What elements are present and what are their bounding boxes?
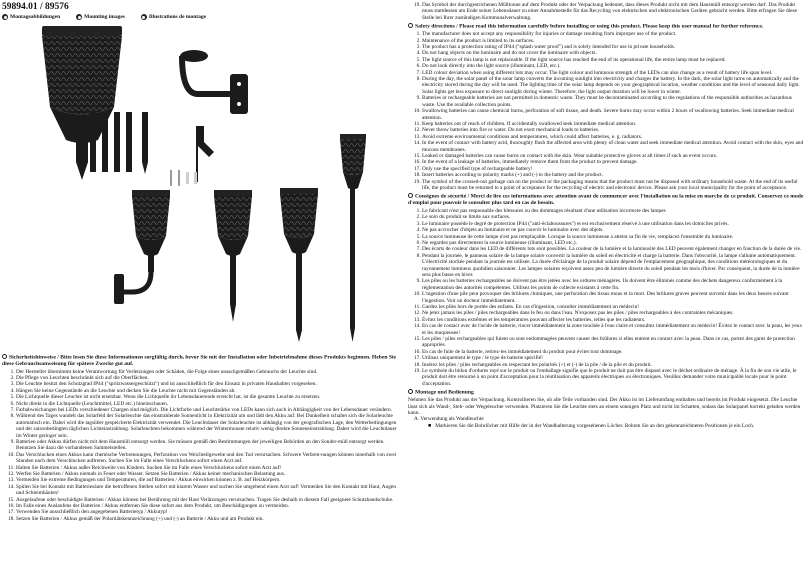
assembly-heading: Montageabbildungen [2, 14, 60, 20]
list-item: 17. Verwenden Sie ausschließlich den angegebenen Batterietyp / Akkutyp! [16, 509, 400, 515]
illustration-headings [2, 14, 400, 20]
list-item: 8. Während des Tages wandelt das Solarfeld der Solarleuchte das einstrahlende Sonnenlicht in Elektrizität um und lädt den Akku auf. Bei Dunkelheit schaltet sich die Solarleuchte automatisch ein. Dabei wird die tagsüber gespeicherte Elektrizität verwendet. Die Leuchtdauer der Solarleuchte ist abhängig von der geografischen Lage, den Wetterbedingungen und der saisonbedingten täglichen Lichteinstrahlung. Solarleuchten bekommen während der Wintermonate relativ wenig direkte Sonneneinstrahlung. Daher wird die Leuchtdauer im Winter geringer sein. [16, 413, 400, 439]
list-item: 2. Maintenance of the product is limited to its surfaces. [422, 38, 806, 44]
list-item: 10. L'ingestion d'une pile peut provoquer des brûlures chimiques, une perforation des tissus mous et la mort. Des brûlures graves peuvent survenir dans les deux heures suivant l'ingestion. Voir un docteur immédiatement. [422, 291, 806, 304]
list-item: 5. The light source of this lamp is not replaceable. If the light source has reached the end of its operational life, the entire lamp must be replaced. [422, 57, 806, 63]
torch-short-image [214, 190, 252, 322]
list-item: 9. Batterien oder Akkus dürfen nicht mit dem Hausmüll entsorgt werden. Sie müssen gemäß den Bestimmungen der jeweiligen Behörden an den Sonder-müll entsorgt werden. Benutzen Sie dazu die vorhandenen Sammelstellen. [16, 439, 400, 452]
list-item: 1. Le fabricant n'est pas responsable des blessures ou des dommages résultant d'une utilisation incorrecte des lampes [422, 208, 806, 214]
list-item: 11. Halten Sie Batterien / Akkus außer Reichweite von Kindern. Suchen Sie im Falle eines Verschluckens sofort einen Arzt auf! [16, 465, 400, 471]
torch-tallest-image [340, 134, 366, 342]
english-safety-heading: Safety directions / Please read this information carefully before installing or using this product. Please keep this user manual for further reference. [408, 23, 806, 30]
list-item: 9. Batteries or rechargeable batteries are not permitted in domestic waste. They must be decontaminated according to the regulations of the responsible authorities as hazardous waste. Use the available collection points. [422, 95, 806, 108]
list-item: 1. Der Hersteller übernimmt keine Verantwortung für Verletzungen oder Schäden, die Folge eines unsachgemäßen Gebrauchs der Leuchte sind. [16, 369, 400, 375]
bullet-icon: ■ [428, 422, 432, 429]
list-item: 6. Nicht direkt in die Lichtquelle (Leuchtmittel, LED etc.) hineinschauen. [16, 401, 400, 407]
list-item: 6. Do not look directly into the light source (illuminant, LED, etc.). [422, 63, 806, 69]
list-item: 10. Swallowing batteries can cause chemical burns, perforation of soft tissue, and death. Severe burns may occur within 2 hours of swallowing batteries. Seek immediate medical attention. [422, 108, 806, 121]
list-item: 8. During the day, the solar panel of the solar lamp converts the incoming sunlight into electricity and charges the battery. In the dark, the solar light turns on automatically and the electricity stored during the day will be used. The lighting time of the solar lamp depends on your geographical location, weather conditions and the level of seasonal daily light. Solar lights get less exposure to direct sunlight during winter. Therefore, the light output duration will be lower in winter. [422, 76, 806, 95]
flag-de-icon [2, 354, 7, 359]
list-item: 14. Spülen Sie bei Kontakt mit Batteriesäure die betroffenen Stellen sofort mit klarem Wasser und suchen Sie umgehend einen Arzt auf! Vermeiden Sie den Kontakt mit Haut, Augen und Schleimhäuten! [16, 484, 400, 497]
list-item: 3. Die Leuchte besitzt den Schutzgrad IP44 ("spritzwassergeschützt") und ist ausschließlich für den Einsatz in privaten Haushalten vorgesehen. [16, 381, 400, 387]
screws-image [170, 170, 197, 186]
torch-tall-image [280, 188, 318, 342]
list-item: 16. Im Falle eines Auslaufens der Batterien / Akkus entfernen Sie diese sofort aus dem Produkt, um Beschädigungen zu vermeiden. [16, 503, 400, 509]
list-item: 17. Utilisez uniquement le type / le type de batterie spécifié! [422, 355, 806, 361]
list-item: 4. Hängen Sie keine Gegenstände an die Leuchte und decken Sie die Leuchte nicht mit Gegenständen ab. [16, 388, 400, 394]
list-item: 2. Die Pflege von Leuchten beschränkt sich auf die Oberflächen. [16, 375, 400, 381]
angle-stake-image [196, 126, 214, 182]
right-column [408, 2, 806, 559]
list-item: 4. Do not hang objects on the luminaire and do not cover the luminaire with objects. [422, 50, 806, 56]
list-item: 6. Ne regardez pas directement la source lumineuse (illuminant, LED etc.). [422, 240, 806, 246]
list-item: 2. Le soin du produit se limite aux surfaces. [422, 214, 806, 220]
list-item: 19. Le symbole du bidon d'ordures rayé sur le produit ou l'emballage signifie que le produit ne doit pas être disposé avec le déchet ordinaire de ménage. À la fin de son vie utile, le produit doit être retourné à un point d'acceptation pour la réutilisation des appareils électriques ou électroniques. Veuillez demander votre municipalité locale pour le point d'acceptation. [422, 368, 806, 387]
list-item: 17. Only use the specified type of rechargeable battery! [422, 166, 806, 172]
list-item: 1. The manufacturer does not accept any responsibility for injuries or damage resulting from improper use of the product. [422, 31, 806, 37]
list-item: 3. Le luminaire possède le degré de protection IP44 ("anti-éclaboussures") et est exclusivement réservé à une utilisation dans les domiciles privés. [422, 221, 806, 227]
assembly-illustration [2, 22, 400, 352]
wall-torch-image [114, 190, 170, 304]
list-item: 7. LED colour deviation when using different lots may occur. The light colour and luminous strength of the LEDs can also change as a result of battery life span level. [422, 70, 806, 76]
wall-bracket-image [180, 50, 248, 114]
list-item: 19. Das Symbol der durchgestrichenen Mülltonne auf dem Produkt oder der Verpackung bedeutet, dass dieses Produkt nicht mit dem Hausmüll entsorgt werden darf. Das Produkt muss stattdessen am Ende seiner Lebensdauer zu einer Annahmestelle für das Recycling von elektrischen und elektronischen Geräten gebracht werden. Bitte erfragen Sie diese Stelle bei Ihrer zuständigen Kommunalverwaltung. [422, 2, 806, 21]
assembly-sub-a-bullet: ■ Markieren Sie die Bohrlöcher mit Hilfe der in der Wandhalterung vorgesehenen Löcher. Bohren Sie an den gekennzeichneten Positionen je ein Loch. [428, 422, 755, 429]
list-item: 14. En cas de contact avec de l'acide de batterie, rincer immédiatement la zone touchée à l'eau claire et consultez immédiatement un médecin! Évitez le contact avec la peau, les yeux et les muqueuses! [422, 323, 806, 336]
assembly-heading-de: Montage und Bedienung [408, 389, 806, 396]
flag-gb-icon [76, 14, 82, 20]
list-item: 18. Setzen Sie Batterien / Akkus gemäß der Polaritätskennzeichnung (+) und (-) an Batterie / Akku und am Produkt ein. [16, 516, 400, 522]
list-item: 16. En cas de fuite de la batterie, retirez-les immédiatement du produit pour éviter tout dommage. [422, 349, 806, 355]
assembly-sub-a: A. Verwendung als Wandleuchte [414, 416, 484, 423]
french-safety-list [408, 208, 806, 387]
list-item: 8. Pendant la journée, le panneau solaire de la lampe solaire convertit la lumière du soleil en électricité et charge la batterie. Dans l'obscurité, la lampe s'allume automatiquement. L'électricité stockée pendant la journée est utilisée. La durée d'éclairage de la produit solaire dépend de l'emplacement géographique, des conditions météorologiques et du rayonnement lumineux quotidien saisonnier. Les lampes solaires reçoivent assez peu de lumière directe du soleil pendant les mois d'hiver. Par conséquent, la durée de la lumière sera plus basse en hiver. [422, 253, 806, 279]
flag-fr-icon [408, 193, 413, 198]
list-item: 14. In the event of contact with battery acid, thoroughly flush the affected area with plenty of clean water and seek immediate medical attention. Avoid contact with the skin, eyes and mucous membranes. [422, 140, 806, 153]
list-item: 11. Gardez les piles hors de portée des enfants. En cas d'ingestion, consulter immédiatement un médecin! [422, 304, 806, 310]
list-item: 11. Keep batteries out of reach of children. If accidentally swallowed seek immediate medical attention. [422, 121, 806, 127]
mounting-heading: Mounting images [76, 14, 125, 20]
list-item: 16. In the event of a leakage of batteries, immediately remove them from the product to prevent damage. [422, 159, 806, 165]
list-item: 15. Leaked or damaged batteries can cause burns on contact with the skin. Wear suitable protective gloves at all times if such an event occurs. [422, 153, 806, 159]
list-item: 19. The symbol of the crossed-out garbage can on the product or the packaging means that the product must not be disposed with ordinary household waste. At the end of its useful life, the product must be returned to a point of acceptance for the recycling of electric and electronic device. Please ask your local municipality for the point of acceptance. [422, 179, 806, 192]
list-item: 13. Avoid extreme environmental conditions and temperatures, which could affect batteries, e. g. radiators. [422, 134, 806, 140]
list-item: 12. Never throw batteries into fire or water. Do not exert mechanical loads to batteries. [422, 127, 806, 133]
flag-gb-icon [408, 23, 413, 28]
product-code: 59894.01 / 89576 [2, 2, 69, 12]
list-item: 10. Das Verschlucken eines Akkus kann chemische Verbrennungen, Perforation von Weichteilgewebe und den Tod verursachen. Schwere Verbren-nungen können innerhalb von zwei Stunden nach dem Verschlucken auftreten. Suchen Sie im Falle eines Verschluckens sofort einen Arzt auf. [16, 452, 400, 465]
list-item: 12. Ne jetez jamais les piles / piles rechargeables dans le feu ou dans l'eau. N'exposez pas les piles / piles rechargeables à des contraintes mécaniques. [422, 310, 806, 316]
list-item: 12. Werfen Sie Batterien / Akkus niemals in Feuer oder Wasser. Setzen Sie Batterien / Akkus keiner mechanischen Belastung aus. [16, 471, 400, 477]
list-item: 7. Des écarts de couleur dans les LED de différents lots sont possibles. La couleur de la lumière et la luminosité des LED peuvent également changer en fonction de la durée de vie. [422, 246, 806, 252]
list-item: 18. Insérez les piles / piles rechargeables en respectant les polarités (+) et (-) de la pile / de la pile et du produit. [422, 362, 806, 368]
german-continued-list [408, 2, 806, 21]
list-item: 7. Farbabweichungen bei LEDs verschiedener Chargen sind möglich. Die Lichtfarbe und Leuchtstärke von LEDs kann sich auch in Abhängigkeit von der Lebensdauer verändern. [16, 407, 400, 413]
list-item: 5. La source lumineuse de cette lampe n'est pas remplaçable. Lorsque la source lumineuse a atteint sa fin de vie, remplacez l'ensemble du luminaire. [422, 234, 806, 240]
german-safety-heading: Sicherheitshinweise / Bitte lesen Sie diese Informationen sorgfältig durch, bevor Sie mit der Installation oder Inbetriebnahme dieses Produkts beginnen. Heben Sie diese Gebrauchsanweisung für spätere Zwecke gut auf. [2, 354, 397, 367]
illustrations-heading: Illustrations de montage [141, 14, 206, 20]
flag-de-icon [2, 14, 8, 20]
list-item: 15. Les piles / piles rechargeables qui fuient ou sont endommagées peuvent causer des brûlures si elles entrent en contact avec la peau. Dans ce cas, portez des gants de protection appropriés. [422, 336, 806, 349]
french-safety-heading: Consignes de sécurité / Merci de lire ces informations avec attention avant de commencer avec l'installation ou la mise en marche de ce produit. Conservez ce mode d'emploi pour pouvoir le consulter plus tard en cas de besoin. [408, 193, 804, 207]
list-item: 13. Vermeiden Sie extreme Bedingungen und Temperaturen, die auf Batterien / Akkus einwirken können z. B. auf Heizkörpern. [16, 477, 400, 483]
torch-large-image [42, 26, 122, 180]
list-item: 18. Insert batteries according to polarity marks (+) and (-) to the battery and the product. [422, 172, 806, 178]
list-item: 15. Ausgelaufene oder beschädigte Batterien / Akkus können bei Berührung mit der Haut Verätzungen verursachen. Tragen Sie deshalb in diesem Fall geeignete Schutzhandschuhe. [16, 497, 400, 503]
english-safety-list [408, 31, 806, 191]
list-item: 9. Les piles ou les batteries rechargeables ne doivent pas être jetées avec les ordures ménagères. Ils doivent être éliminés comme des déchets dangereux conformément à la réglementation des autorités compétentes. Utilisez les points de collecte existants à cette fin. [422, 278, 806, 291]
assembly-intro: Nehmen Sie das Produkt aus der Verpackung. Kontrollieren Sie, ob alle Teile vorhanden sind. Der Akku ist im Lieferumfang enthalten und bereits im Produkt eingesetzt. Die Leuchte lässt sich als Wand-, Steh- oder Wegeleuchte verwenden. Platzieren Sie die Leuchte stets an einem sonnigen Platz und nicht im Schatten, sodass das Solarpanel korrekt geladen werden kann. [408, 397, 801, 417]
flag-fr-icon [141, 14, 147, 20]
german-safety-list [2, 369, 400, 523]
left-column [2, 2, 400, 559]
list-item: 13. Évitez les conditions extrêmes et les températures pouvant affecter les batteries, telles que les radiateurs. [422, 317, 806, 323]
product-drawing [2, 22, 400, 344]
list-item: 3. The product has a protection rating of IP44 ("splash water proof") and is solely intended for use in private households. [422, 44, 806, 50]
list-item: 4. Ne pas accrocher d'objets au luminaire et ne pas couvrir le luminaire avec des objets. [422, 227, 806, 233]
list-item: 5. Die Lichtquelle dieser Leuchte ist nicht ersetzbar. Wenn die Lichtquelle ihr Lebensdauerende erreicht hat, ist die gesamte Leuchte zu ersetzen. [16, 394, 400, 400]
flag-de-icon [408, 389, 413, 394]
